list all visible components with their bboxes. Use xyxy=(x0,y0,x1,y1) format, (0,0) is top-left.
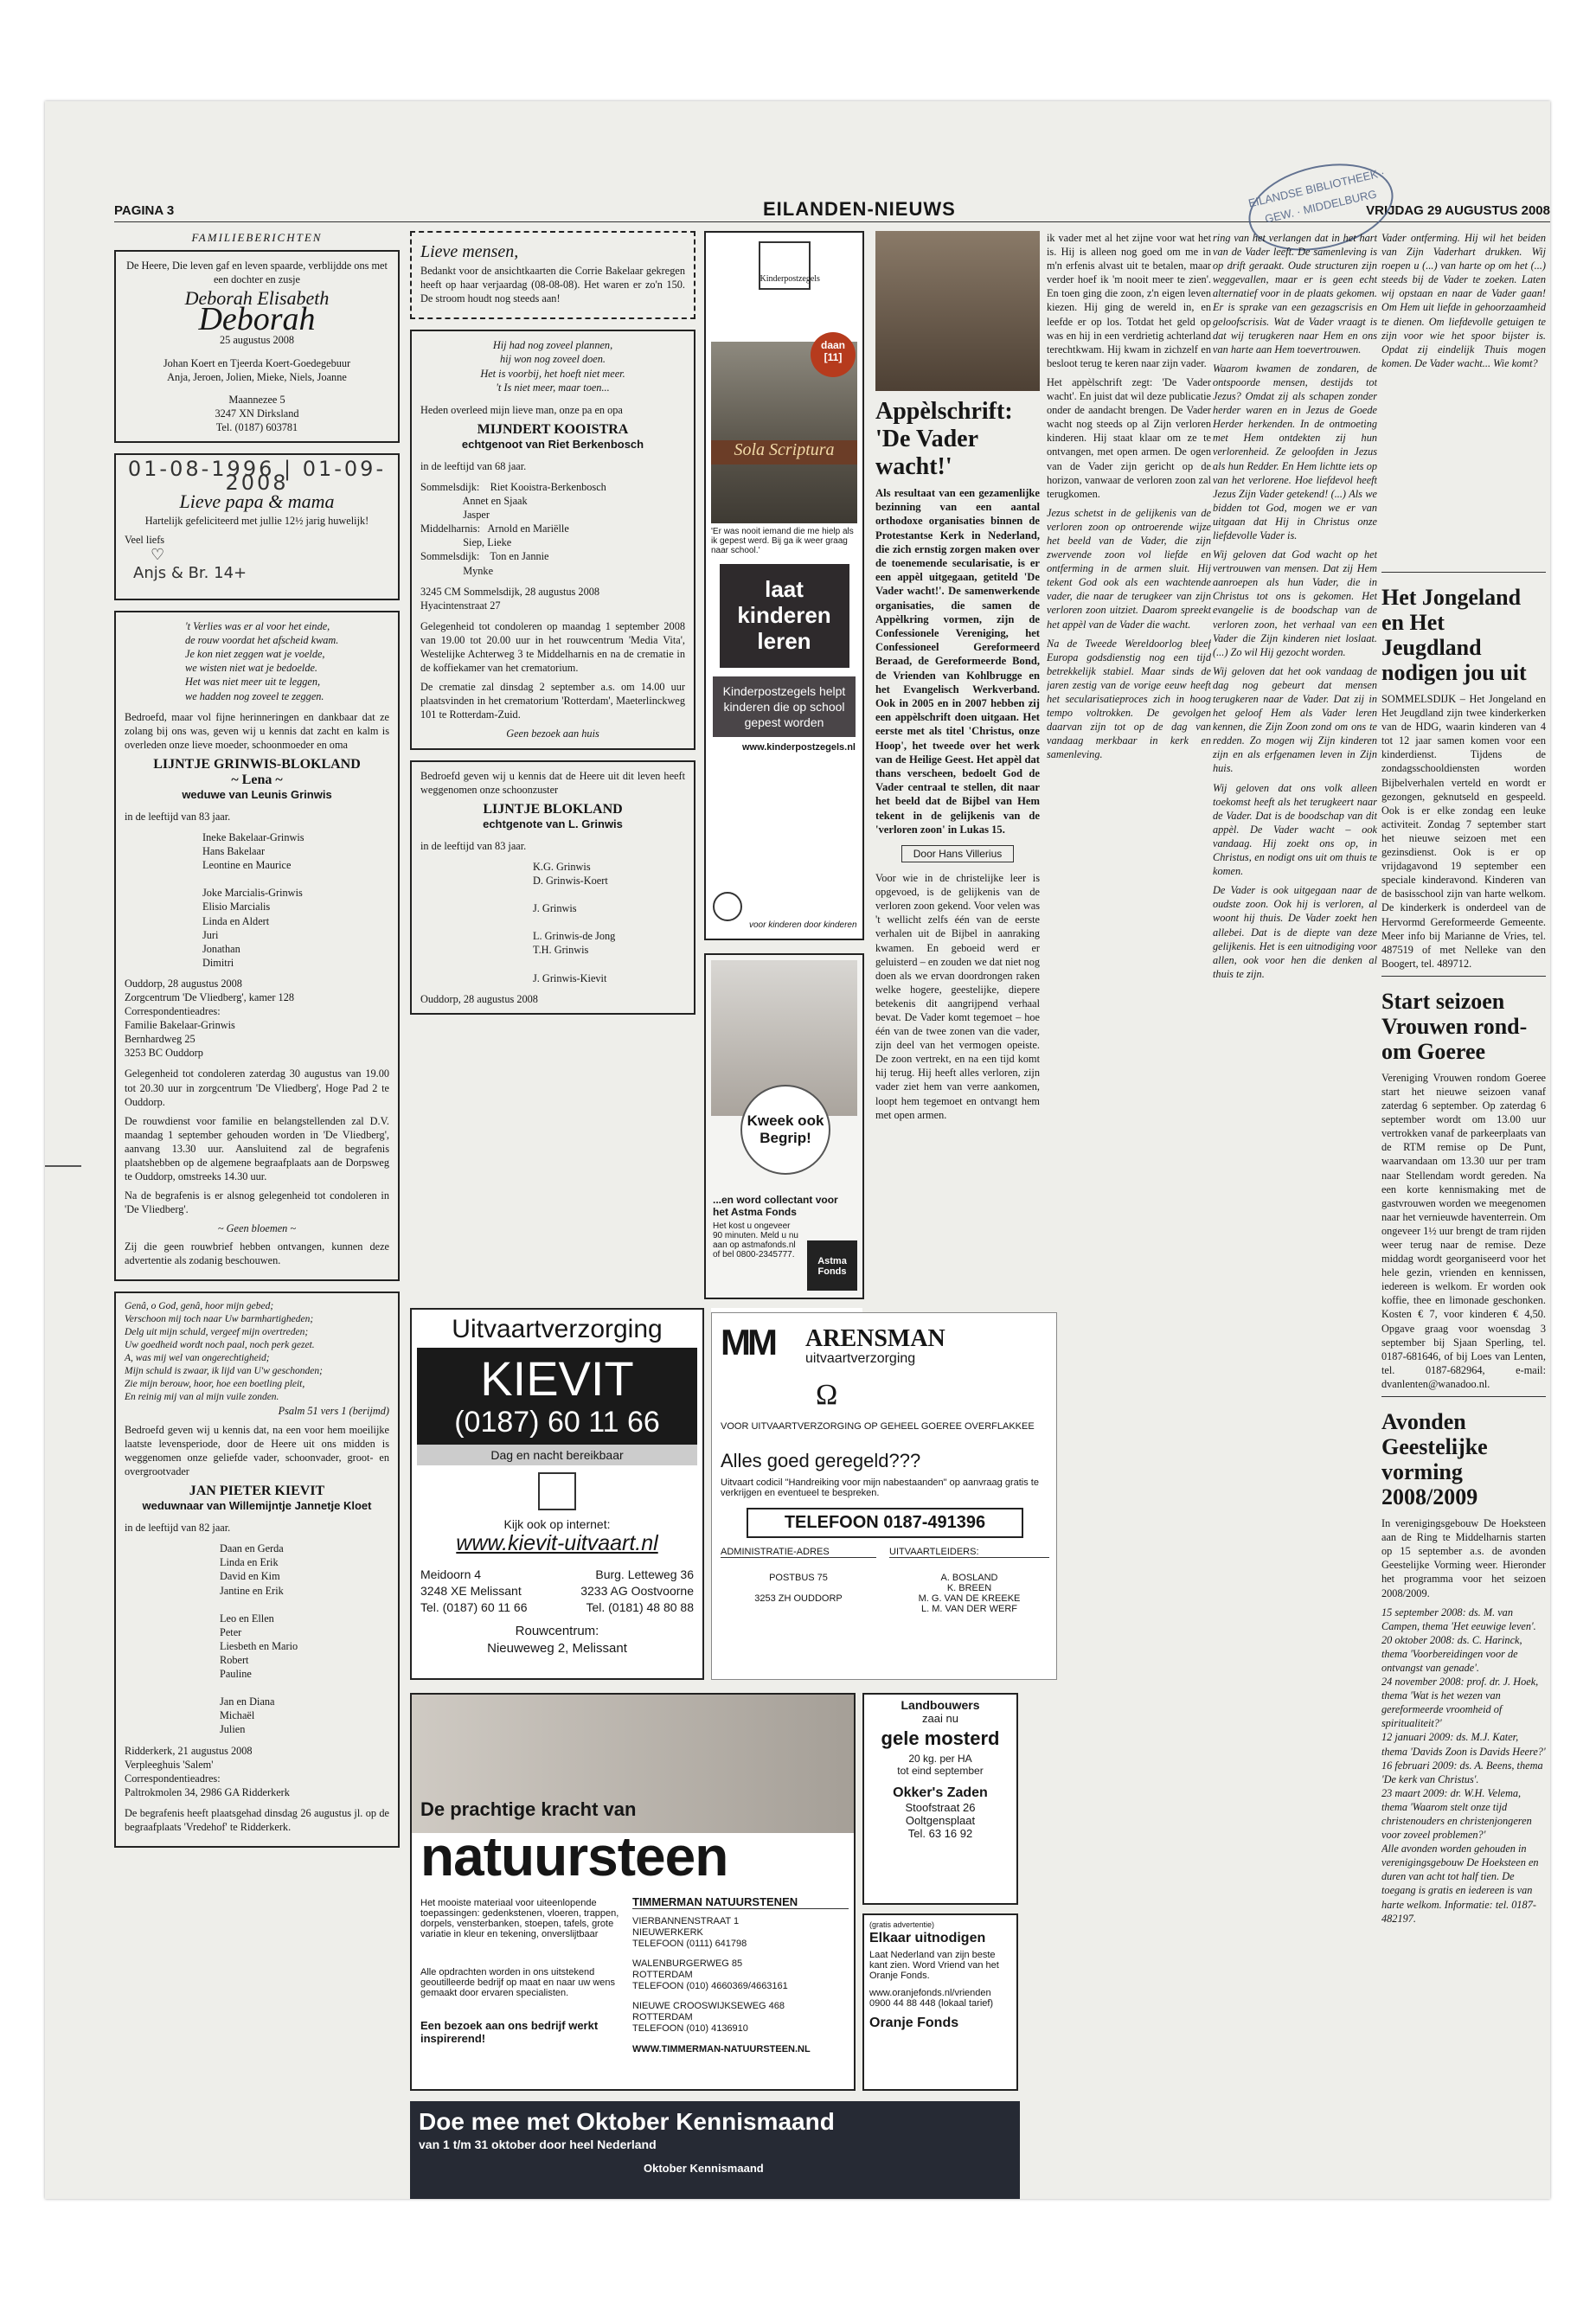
address-nieuwerkerk: VIERBANNENSTRAAT 1 NIEUWERKERK TELEFOON (0111) 641798 xyxy=(632,1916,747,1949)
issue-date: VRIJDAG 29 AUGUSTUS 2008 xyxy=(1366,203,1550,218)
condolence-info: Gelegenheid tot condoleren zaterdag 30 augustus van 19.00 tot 20.30 uur in zorgcentrum 'De Vliedberg', Hoge Pad 2 te Ouddorp. xyxy=(125,1067,389,1108)
deceased-age: in de leeftijd van 82 jaar. xyxy=(125,1522,231,1535)
place-date: Ridderkerk, 21 augustus 2008 Verpleeghuis 'Salem' Correspondentieadres: Paltrokmolen 34, 2986 GA Ridderkerk xyxy=(125,1744,290,1798)
ad-text: Laat Nederland van zijn beste kant zien. Word Vriend van het Oranje Fonds. xyxy=(869,1950,999,1981)
after-info: Na de begrafenis is er alsnog gelegenheid tot condoleren in 'De Vliedberg'. xyxy=(125,1189,389,1216)
anniversary-text: Hartelijk gefeliciteerd met jullie 12½ jarig huwelijk! xyxy=(144,515,369,528)
family-names: K.G. Grinwis D. Grinwis-Koert J. Grinwis L. Grinwis-de Jong T.H. Grinwis J. Grinwis-Kievit xyxy=(533,860,616,984)
no-flowers: ~ Geen bloemen ~ xyxy=(217,1222,297,1235)
child-fullname: Deborah Elisabeth xyxy=(184,287,330,310)
notice-text: Bedroefd geven wij u kennis dat, na een voor hem moeilijke laatste levensperiode, door de Heere uit ons midden is weggenomen onze geliefde vader, schoonvader, groot- en overgrootvader xyxy=(125,1423,389,1478)
family-names: Ineke Bakelaar-Grinwis Hans Bakelaar Leontine en Maurice Joke Marcialis-Grinwis Elisio Marcialis Linda en Aldert Juri Jonathan Dimitri xyxy=(202,830,304,969)
vorming-title: Avonden Geestelijke vorming 2008/2009 xyxy=(1381,1409,1488,1510)
birth-notice-deborah xyxy=(114,250,400,443)
fold-mark xyxy=(45,1165,81,1167)
jongeland-text: SOMMELSDIJK – Het Jongeland en Het Jeugdland zijn twee kinderkerken van de HDG, waarin kinderen van 4 tot 12 jaar samen komen voor een kinderdienst. Tijdens de zondagsschooldiensten worden Bijbelverhalen verteld en wordt er gezongen, geknutseld en gespeeld. Ook is er elke zondag een leuke activiteit. Zondag 7 september start het nieuwe seizoen met een gezinsdienst. Ook is er op vrijdagavond 19 september een speciale kinderavond. Kinderen van de basisschool zijn van harte welkom. De kinderkerk is onderdeel van de Hervormd Gereformeerde Gemeente. Meer info bij Marianne de Vries, tel. 487519 of met Nelleke van den Boogert, tel. 489712. xyxy=(1381,693,1546,970)
deceased-name: JAN PIETER KIEVIT xyxy=(189,1484,325,1499)
article-col-a xyxy=(875,231,1040,1394)
cbf-icon xyxy=(713,892,742,921)
ad-title: Elkaar uitnodigen xyxy=(869,1931,986,1945)
astma-logo: Astma Fonds xyxy=(807,1240,857,1291)
deceased-age: in de leeftijd van 83 jaar. xyxy=(420,839,527,852)
vrouwen-title: Start seizoen Vrouwen rond-om Goeree xyxy=(1381,988,1528,1064)
death-notice-blokland xyxy=(410,760,695,1015)
notice-poem: 't Verlies was er al voor het einde, de rouw voordat het afscheid kwam. Je kon niet zeggen wat je voelde, we wisten niet wat je bedoelde. Het was niet meer uit te leggen, we hadden nog zoveel te zeggen. xyxy=(185,620,339,702)
scripture-banner: Sola Scriptura xyxy=(711,440,857,465)
oranje-logo: Oranje Fonds xyxy=(869,2016,959,2030)
ad-tag: (gratis advertentie) xyxy=(869,1920,935,1929)
ad-top: De prachtige kracht van xyxy=(420,1798,637,1820)
oktober-kennismaand-ad xyxy=(410,2101,1020,2199)
birth-parents: Johan Koert en Tjeerda Koert-Goedegebuur Anja, Jeroen, Jolien, Mieke, Niels, Joanne xyxy=(163,356,351,383)
ad-headline: gele mosterd xyxy=(881,1727,1000,1749)
anniversary-notice xyxy=(114,453,400,600)
article-italic-3: Waarom kwamen de zondaren, de ontspoorde mensen, destijds tot Jezus? Omdat zij als schapen zonder herder waren en in Jezus de Goede Herder herkenden. In de ontmoeting met Hem ontdekten zij hun verlorenheid. Ze geloofden in Jezus als hun Redder. En Hem lichtte iets op van het verlorene. Hoe liefdevol heeft Jezus Zijn Vader getekend! (...) Als we bidden tot God, mogen we er van uitgaan dat Hij in Christus onze liefdevolle Vader is. xyxy=(1213,362,1377,542)
ad-sub: van 1 t/m 31 oktober door heel Nederland xyxy=(419,2138,657,2151)
poem-reference: Psalm 51 vers 1 (berijmd) xyxy=(278,1404,389,1417)
locations xyxy=(420,1567,694,1616)
company-name: Okker's Zaden xyxy=(893,1785,988,1800)
ad-headline: natuursteen xyxy=(420,1825,728,1888)
article-italic-4: Wij geloven dat God wacht op het vertrouwen van mensen. Dat zij Hem aanroepen als hun Vader, die in Christus tot ons is gekomen. Het evangelie is de boodschap van de verloren zoon, het verhaal van een Vader die Zijn kinderen niet loslaat. (...) Zo wil Hij gezocht worden. xyxy=(1213,548,1377,658)
phone: 0900 44 88 448 (lokaal tarief) xyxy=(869,1998,994,2009)
no-visit: Geen bezoek aan huis xyxy=(506,727,599,740)
article-col-c xyxy=(1213,231,1377,2195)
article-title: Appèlschrift: 'De Vader wacht!' xyxy=(875,398,1013,480)
birth-date: 25 augustus 2008 xyxy=(219,334,295,347)
byline: Door Hans Villerius xyxy=(901,845,1014,862)
kievit-logo-icon xyxy=(538,1472,576,1510)
notice-text: Bedroefd, maar vol fijne herinneringen en dankbaar dat ze zolang bij ons was, geven wij u kennis dat zacht en kalm is overleden onze lieve moeder, schoonmoeder en oma xyxy=(125,710,389,751)
burial-info: De begrafenis heeft plaatsgehad dinsdag 26 augustus jl. op de begraafplaats 'Vredehof' te Ridderkerk. xyxy=(125,1806,389,1834)
article-italic-6: Jezus schetst in de gelijkenis van de verloren zoon op ontroerende wijze het beeld van de Vader, die zijn zwervende zoon vol liefde en ontferming in de armen sluit. Hij tekent God ook als een wachtende vader, die naar de terugkeer van zijn verloren zoon uitziet. Daarom spreekt het appèl van de Vader die wacht. xyxy=(1047,506,1211,631)
article-italic-10: Vader ontferming. Hij wil het beiden van Zijn Vaderhart drukken. Wij roepen u (...) van harte op om het (...) steeds bij de Vader te zoeken. Laten wij opstaan en naar de Vader gaan! Om Hem uit liefde in gehoorzaamheid te dienen. Om liefdevolle getuigen te zijn voor wie het spoor bijster is. Opdat zij eindelijk Thuis mogen komen. De Vader wacht... Wie komt? xyxy=(1381,232,1546,369)
price: 20 kg. per HA tot eind september xyxy=(897,1753,984,1777)
article-body-3: Het appèlschrift zegt: 'De Vader wacht'. En juist dat wil deze publicatie onder de aandacht brengen. De Vader wacht nog steeds op al Zijn verloren kinderen. Hij staat klaar om ze te ontvangen, met open armen. De ogen van de Vader zijn gericht op de horizon, vanwaar de verloren zoon zal terugkomen. xyxy=(1047,375,1211,500)
leren-logo: laat kinderen leren xyxy=(720,564,849,668)
death-notice-kievit xyxy=(114,1292,400,1848)
site-label: Kijk ook op internet: xyxy=(503,1517,611,1531)
question: Alles goed geregeld??? xyxy=(721,1450,921,1471)
place-date: Ouddorp, 28 augustus 2008 Zorgcentrum 'De Vliedberg', kamer 128 Correspondentieadres: Familie Bakelaar-Grinwis Bernhardweg 25 3253 BC Ouddorp xyxy=(125,977,295,1060)
location-oostvoorne: Burg. Letteweg 36 3233 AG Oostvoorne Tel. (0181) 48 80 88 xyxy=(580,1567,694,1614)
slogan: Kinderpostzegels helpt kinderen die op school gepest worden xyxy=(713,676,856,737)
place-date: 3245 CM Sommelsdijk, 28 augustus 2008 Hyacintenstraat 27 xyxy=(420,585,600,612)
address-rotterdam-2: NIEUWE CROOSWIJKSEWEG 468 ROTTERDAM TELEFOON (010) 4136910 xyxy=(632,2001,785,2034)
site-link[interactable]: www.kinderpostzegels.nl xyxy=(741,742,856,753)
deceased-nickname: ~ Lena ~ xyxy=(231,772,283,787)
family-names: Sommelsdijk: Riet Kooistra-Berkenbosch Annet en Sjaak Jasper Middelharnis: Arnold en Mariëlle Siep, Lieke Sommelsdijk: Ton en Jannie Mynke xyxy=(420,480,606,577)
right-news-column xyxy=(1381,568,1546,2195)
site-link[interactable]: www.oranjefonds.nl/vrienden xyxy=(869,1988,991,1998)
ad-logo: Oktober Kennismaand xyxy=(644,2162,764,2175)
notice-text: Heden overleed mijn lieve man, onze pa en opa xyxy=(420,403,623,416)
handwritten-dates: 01-08-1996 | 01-09-2008 xyxy=(127,457,387,496)
article-italic-8: Wij geloven dat ons volk alleen toekomst heeft als het terugkeert naar de Vader. Dat is de boodschap van dit appèl. De Vader wacht – ook vandaag. Hij zoekt ons op, in Christus, en nodigt ons uit om thuis te komen. xyxy=(1213,781,1377,878)
company-phone: (0187) 60 11 66 xyxy=(454,1406,660,1439)
library-stamp: EILANDSE BIBLIOTHEEK · GEW. · MIDDELBURG xyxy=(1240,151,1401,264)
jongeland-title: Het Jongeland en Het Jeugdland nodigen jou uit xyxy=(1381,585,1527,685)
article-italic-1: ring van het verlangen dat in het hart van de Vader leeft. De samenleving is op drift geraakt. Oude structuren zijn weggevallen, maar er is geen echt alternatief voor in de plaats gekomen. Er is sprake van een gezagscrisis en geloofscrisis. Wat de Vader vraagt is dat wij terugkeren naar Hem en ons van harte aan Hem toevertrouwen. xyxy=(1213,232,1377,356)
article-intro: Als resultaat van een gezamenlijke bezinning van een aantal orthodoxe organisaties binnen de Protestantse Kerk in Nederland, die zich ernstig zorgen maken over de toenemende secularisatie, is er een appèl uitgegaan, getiteld 'De Vader wacht!'. De samenwerkende organisaties, die samen de Appèlkring vormen, zijn de Confessionele Vereniging, het Confessioneel Gereformeerd Beraad, de Gereformeerde Bond, de Vrienden van Kohlbrugge en het Evangelisch Werkverband. Ook in 2005 en in 2007 hebben zij een appèlschrift doen uitgaan. Het eerste met als titel 'Christus, onze Hoop', het tweede over het werk van de Heilige Geest. Het appèl dat thans verscheen, bedoelt God de Vader centraal te stellen, dit naar het beeld dat de Bijbel van Hem tekent in de gelijkenis van de 'verloren zoon' in Lukas 15. xyxy=(875,487,1040,836)
deceased-relation: echtgenote van L. Grinwis xyxy=(483,817,623,830)
death-notice-grinwis xyxy=(114,611,400,1281)
company-name: KIEVIT xyxy=(480,1351,634,1406)
admin-address: POSTBUS 75 3253 ZH OUDDORP xyxy=(754,1573,843,1604)
natuursteen-ad xyxy=(410,1693,856,2091)
family-names: Daan en Gerda Linda en Erik David en Kim Jantine en Erik Leo en Ellen Peter Liesbeth en Mario Robert Pauline Jan en Diana Michaël Julien xyxy=(220,1542,298,1736)
deceased-age: in de leeftijd van 83 jaar. xyxy=(125,810,231,823)
vorming-program: 15 september 2008: ds. M. van Campen, thema 'Het eeuwige leven'. 20 oktober 2008: ds. C. Harinck, thema 'Voorbereidingen voor de ontvangst van genade'. 24 november 2008: prof. dr. J. Hoek, thema 'Wat is het wezen van gereformeerde vroomheid of spiritualiteit?' 12 januari 2009: ds. M.J. Kater, thema 'Davids Zoon is Davids Heere?' 16 februari 2009: ds. A. Beens, thema 'De kerk van Christus'. 23 maart 2009: dr. W.H. Velema, thema 'Waarom stelt onze tijd christenouders en christenjongeren voor zoveel problemen?' Alle avonden worden gehouden in verenigingsgebouw De Hoeksteen en duren van acht tot half tien. De toegang is gratis en iedereen is van harte welkom. Informatie: tel. 0187-482197. xyxy=(1381,1606,1546,1925)
astma-fonds-ad xyxy=(704,953,864,1299)
article-col-b xyxy=(1047,231,1211,2195)
heart-icon: ♡ xyxy=(151,545,165,563)
thanks-notice xyxy=(410,231,695,319)
article-body-1: Voor wie in de christelijke leer is opgevoed, is de gelijkenis van de verloren zoon gekend. Voor velen was 't wellicht zelfs één van de eerste verhalen uit de Bijbel in aanraking kwamen. En geboeid werd er geluisterd – en zouden we dat niet nog doen als we ervan doordrongen raken welke hogere, geestelijke, diepere betekenis dit aangrijpend verhaal bevat. De Vader komt tegemoet – hoe één van de twee zonen van die vader, zijn deel van het vermogen opeiste. De zoon vertrekt, en na een tijd komt hij terug. Hij heeft alles verloren, zijn vader ziet hem van verre aankomen, loopt hem tegemoet en ontvangt hem met open armen. xyxy=(875,872,1040,1121)
service-info: De rouwdienst voor familie en belangstellenden zal D.V. maandag 1 september gehouden worden in 'De Vliedberg', aanvang 13.30 uur. Aansluitend zal de begrafenis plaatshebben op de algemene begraafplaats aan de Dorpsweg te Ouddorp, omstreeks 14.30 uur. xyxy=(125,1114,389,1183)
masthead: EILANDEN-NIEUWS xyxy=(763,198,956,220)
deceased-age: in de leeftijd van 68 jaar. xyxy=(420,459,527,472)
deceased-relation: echtgenoot van Riet Berkenbosch xyxy=(461,437,644,451)
article-col-d xyxy=(1381,231,1546,551)
workshop: Alle opdrachten worden in ons uitstekend geoutilleerde bedrijf op maat en naar uw wens gemaakt door ervaren specialisten. xyxy=(420,1967,616,1998)
astma-text: Het kost u ongeveer 90 minuten. Meld u nu aan op astmafonds.nl of bel 0800-2345777. xyxy=(713,1221,798,1259)
directors-heading: UITVAARTLEIDERS: xyxy=(889,1547,1049,1558)
scripture-photo xyxy=(875,231,1040,391)
condolence-info: Gelegenheid tot condoleren op maandag 1 september 2008 van 19.00 tot 20.00 uur in het rouwcentrum 'Media Vita', Westelijke Achterweg 3 te Middelharnis en na de crematie in de koffiekamer van het crematorium. xyxy=(420,619,685,675)
directors: A. BOSLAND K. BREEN M. G. VAN DE KREEKE L. M. VAN DER WERF xyxy=(918,1573,1021,1614)
ad-top: Uitvaartverzorging xyxy=(452,1315,663,1343)
kinderpostzegels-ad xyxy=(704,231,864,940)
place-date: Ouddorp, 28 augustus 2008 xyxy=(420,992,538,1005)
article-italic-5: Wij geloven dat het ook vandaag de dag nog gebeurt dat mensen terugkeren naar de Vader. Dat zij in het geloof Hem als Vader leren kennen, die Zijn Zoon zond om ons te redden. Zo mogen wij Zijn kinderen zijn en als erfgenamen leven in Zijn huis. xyxy=(1213,664,1377,775)
vorming-text: In verenigingsgebouw De Hoeksteen aan de Ring te Middelharnis starten op 15 september a.s. de avonden Geestelijke Vorming weer. Hieronder het programma voor het seizoen 2008/2009. xyxy=(1381,1517,1546,1599)
arensman-logo-icon: MM xyxy=(721,1322,774,1362)
cremation-info: De crematie zal dinsdag 2 september a.s. om 14.00 uur plaatsvinden in het crematorium 'Rotterdam', Maeterlinckweg 101 te Rotterdam-Zuid. xyxy=(420,681,685,721)
notice-poem: Hij had nog zoveel plannen, hij won nog zoveel doen. Het is voorbij, het hoeft niet meer. 't Is niet meer, maar toen... xyxy=(480,339,625,394)
birth-intro: De Heere, Die leven gaf en leven spaarde, verblijdde ons met een dochter en zusje xyxy=(126,260,388,286)
name-badge: daan [11] xyxy=(811,332,856,377)
kievit-uitvaart-ad xyxy=(410,1308,704,1680)
visit-cta: Een bezoek aan ons bedrijf werkt inspirerend! xyxy=(420,2019,599,2045)
page-number: PAGINA 3 xyxy=(114,203,175,218)
service-area: VOOR UITVAARTVERZORGING OP GEHEEL GOEREE OVERFLAKKEE xyxy=(721,1421,1035,1432)
notice-poem: Genâ, o God, genâ, hoor mijn gebed; Verschoon mij toch naar Uw barmhartigheden; Delg uit mijn schuld, vergeef mijn overtreden; Uw goedheid wordt noch paal, noch perk gezet. A, was mij wel van ongerechtigheid; Mijn schuld is zwaar, ik lijd van U'w geschonden; Zie mijn berouw, hoor, hoe een boetling pleit, En reinig mij van al mijn vuile zonden. xyxy=(125,1300,323,1402)
newspaper-page xyxy=(45,101,1550,2199)
article-italic-9: De Vader is ook uitgegaan naar de oudste zoon. Ook hij is verloren, al woont hij thuis. De Vader zoekt hen allebei. Dat is de diepte van deze gelijkenis. Het is een uitnodiging voor allen, ook voor hen die denken al thuis te zijn. xyxy=(1213,884,1377,980)
section-title: FAMILIEBERICHTEN xyxy=(191,231,323,244)
ad-top: Landbouwers xyxy=(901,1698,980,1712)
notices-column-2 xyxy=(410,231,695,1295)
company-sub: uitvaartverzorging xyxy=(805,1351,916,1366)
rouwcentrum: Rouwcentrum: Nieuweweg 2, Melissant xyxy=(487,1624,627,1656)
location-melissant: Meidoorn 4 3248 XE Melissant Tel. (0187) 60 11 66 xyxy=(420,1567,528,1614)
company-name: ARENSMAN xyxy=(805,1325,945,1352)
address-heading: ADMINISTRATIE-ADRES xyxy=(721,1547,876,1558)
address: Stoofstraat 26 Ooltgensplaat Tel. 63 16 92 xyxy=(905,1801,976,1840)
begrip-badge: Kweek ook Begrip! xyxy=(740,1085,830,1175)
birth-address: Maannezee 5 3247 XN Dirksland Tel. (0187) 603781 xyxy=(215,393,299,433)
site-link[interactable]: www.kievit-uitvaart.nl xyxy=(456,1531,658,1555)
deceased-name: MIJNDERT KOOISTRA xyxy=(477,421,629,437)
child-name: Deborah xyxy=(198,301,316,338)
thanks-text: Bedankt voor de ansichtkaarten die Corrie Bakelaar gekregen heeft op haar verjaardag (08-08-08). Het waren er zo'n 150. De stroom houdt nog steeds aan! xyxy=(420,265,685,305)
deceased-name: LIJNTJE GRINWIS-BLOKLAND xyxy=(153,756,361,772)
deceased-relation: weduwe van Leunis Grinwis xyxy=(182,787,332,801)
ad-title: Doe mee met Oktober Kennismaand xyxy=(419,2108,835,2135)
site-link[interactable]: WWW.TIMMERMAN-NATUURSTEEN.NL xyxy=(632,2044,811,2054)
article-italic-7: Na de Tweede Wereldoorlog bleef Europa godsdienstig nog een tijd betrekkelijk stabiel. Maar sinds de jaren zestig van de vorige eeuw heeft het secularisatieproces zich in hoog tempo voltrokken. De gevolgen daarvan zijn tot op de dag van vandaag merkbaar in kerk en samenleving. xyxy=(1047,637,1211,761)
anniversary-title: Lieve papa & mama xyxy=(179,490,335,513)
anniversary-sign: Veel liefs xyxy=(125,534,165,547)
astma-title: ...en word collectant voor het Astma Fonds xyxy=(713,1194,838,1218)
availability: Dag en nacht bereikbaar xyxy=(417,1445,697,1465)
ad-mid: zaai nu xyxy=(922,1712,958,1725)
deceased-name: LIJNTJE BLOKLAND xyxy=(483,801,623,817)
photo-caption: 'Er was nooit iemand die me hielp als ik gepest werd. Bij ga ik weer graag naar school.' xyxy=(711,527,854,555)
mourning-note: Zij die geen rouwbrief hebben ontvangen, kunnen deze advertentie als zodanig beschouwen. xyxy=(125,1240,389,1266)
address-rotterdam-1: WALENBURGERWEG 85 ROTTERDAM TELEFOON (010) 4660369/4663161 xyxy=(632,1958,788,1991)
family-notices-column xyxy=(114,231,400,2195)
oranje-fonds-ad xyxy=(862,1913,1018,2091)
handwritten-signature: Anjs & Br. 14+ xyxy=(133,563,247,582)
thanks-title: Lieve mensen, xyxy=(420,242,519,261)
okker-zaden-ad xyxy=(862,1693,1018,1905)
notice-text: Bedroefd geven wij u kennis dat de Heere uit dit leven heeft weggenomen onze schoonzuster xyxy=(420,769,685,796)
question-sub: Uitvaart codicil "Handreiking voor mijn nabestaanden" op aanvraag gratis te verkrijgen en eventueel te bespreken. xyxy=(721,1477,1039,1498)
stamp-logo: Kinderpostzegels xyxy=(759,241,811,290)
article-body-2: ik vader met al het zijne voor wat het is. Hij is alleen nog goed om me in m'n erfenis alvast uit te betalen, maar verder hoef ik 'm nooit meer te zien'. En toen ging die zoon, z'n eigen leven kiezen. Hij ging de wereld in, en leefde er op los. Totdat het geld op was en hij in een verdrietig achterland terechtkwam. Hij kwam in zichzelf en besloot terug te keren naar zijn vader. xyxy=(1047,232,1211,369)
vrouwen-text: Vereniging Vrouwen rondom Goeree start het nieuwe seizoen vanaf zaterdag 6 september. Op zaterdag 6 september wordt om 13.00 uur vertrokken vanaf de parkeerplaats van de RTM remise op De Punt, waarvandaan om 13.30 uur per tram naar Stellendam wordt gereden. Na een korte kennismaking met de gastvrouwen worden we meegenomen naar het vernieuwde haventerrein. Om ongeveer 1½ uur brengt de tram rijden weer terug naar de remise. Deze middag wordt georganiseerd voor het hele gezin, vrienden en kennissen, iedereen is welkom. Er worden ook koffie, thee en limonade geschonken. Kosten € 7, voor kinderen € 4,50. Opgave graag voor woensdag 3 september bij Sjaan Sperling, tel. 0187-681646, of bij Loes van Lenten, tel. 0187-682964, e-mail: dvanlenten@wanadoo.nl. xyxy=(1381,1071,1546,1390)
company-name: TIMMERMAN NATUURSTENEN xyxy=(632,1895,849,1909)
materials: Het mooiste materiaal voor uiteenlopende toepassingen: gedenkstenen, vloeren, trappen, dorpels, vensterbanken, stoepen, tafels, grote variatie in kleur en tekening, onverslijtbaar xyxy=(420,1898,619,1939)
omega-icon: Ω xyxy=(816,1379,838,1411)
ad-footer: voor kinderen door kinderen xyxy=(749,920,857,930)
phone: TELEFOON 0187-491396 xyxy=(747,1508,1023,1538)
deceased-relation: weduwnaar van Willemijntje Jannetje Kloet xyxy=(142,1499,372,1513)
death-notice-kooistra xyxy=(410,330,695,749)
kievit-banner xyxy=(417,1348,697,1445)
